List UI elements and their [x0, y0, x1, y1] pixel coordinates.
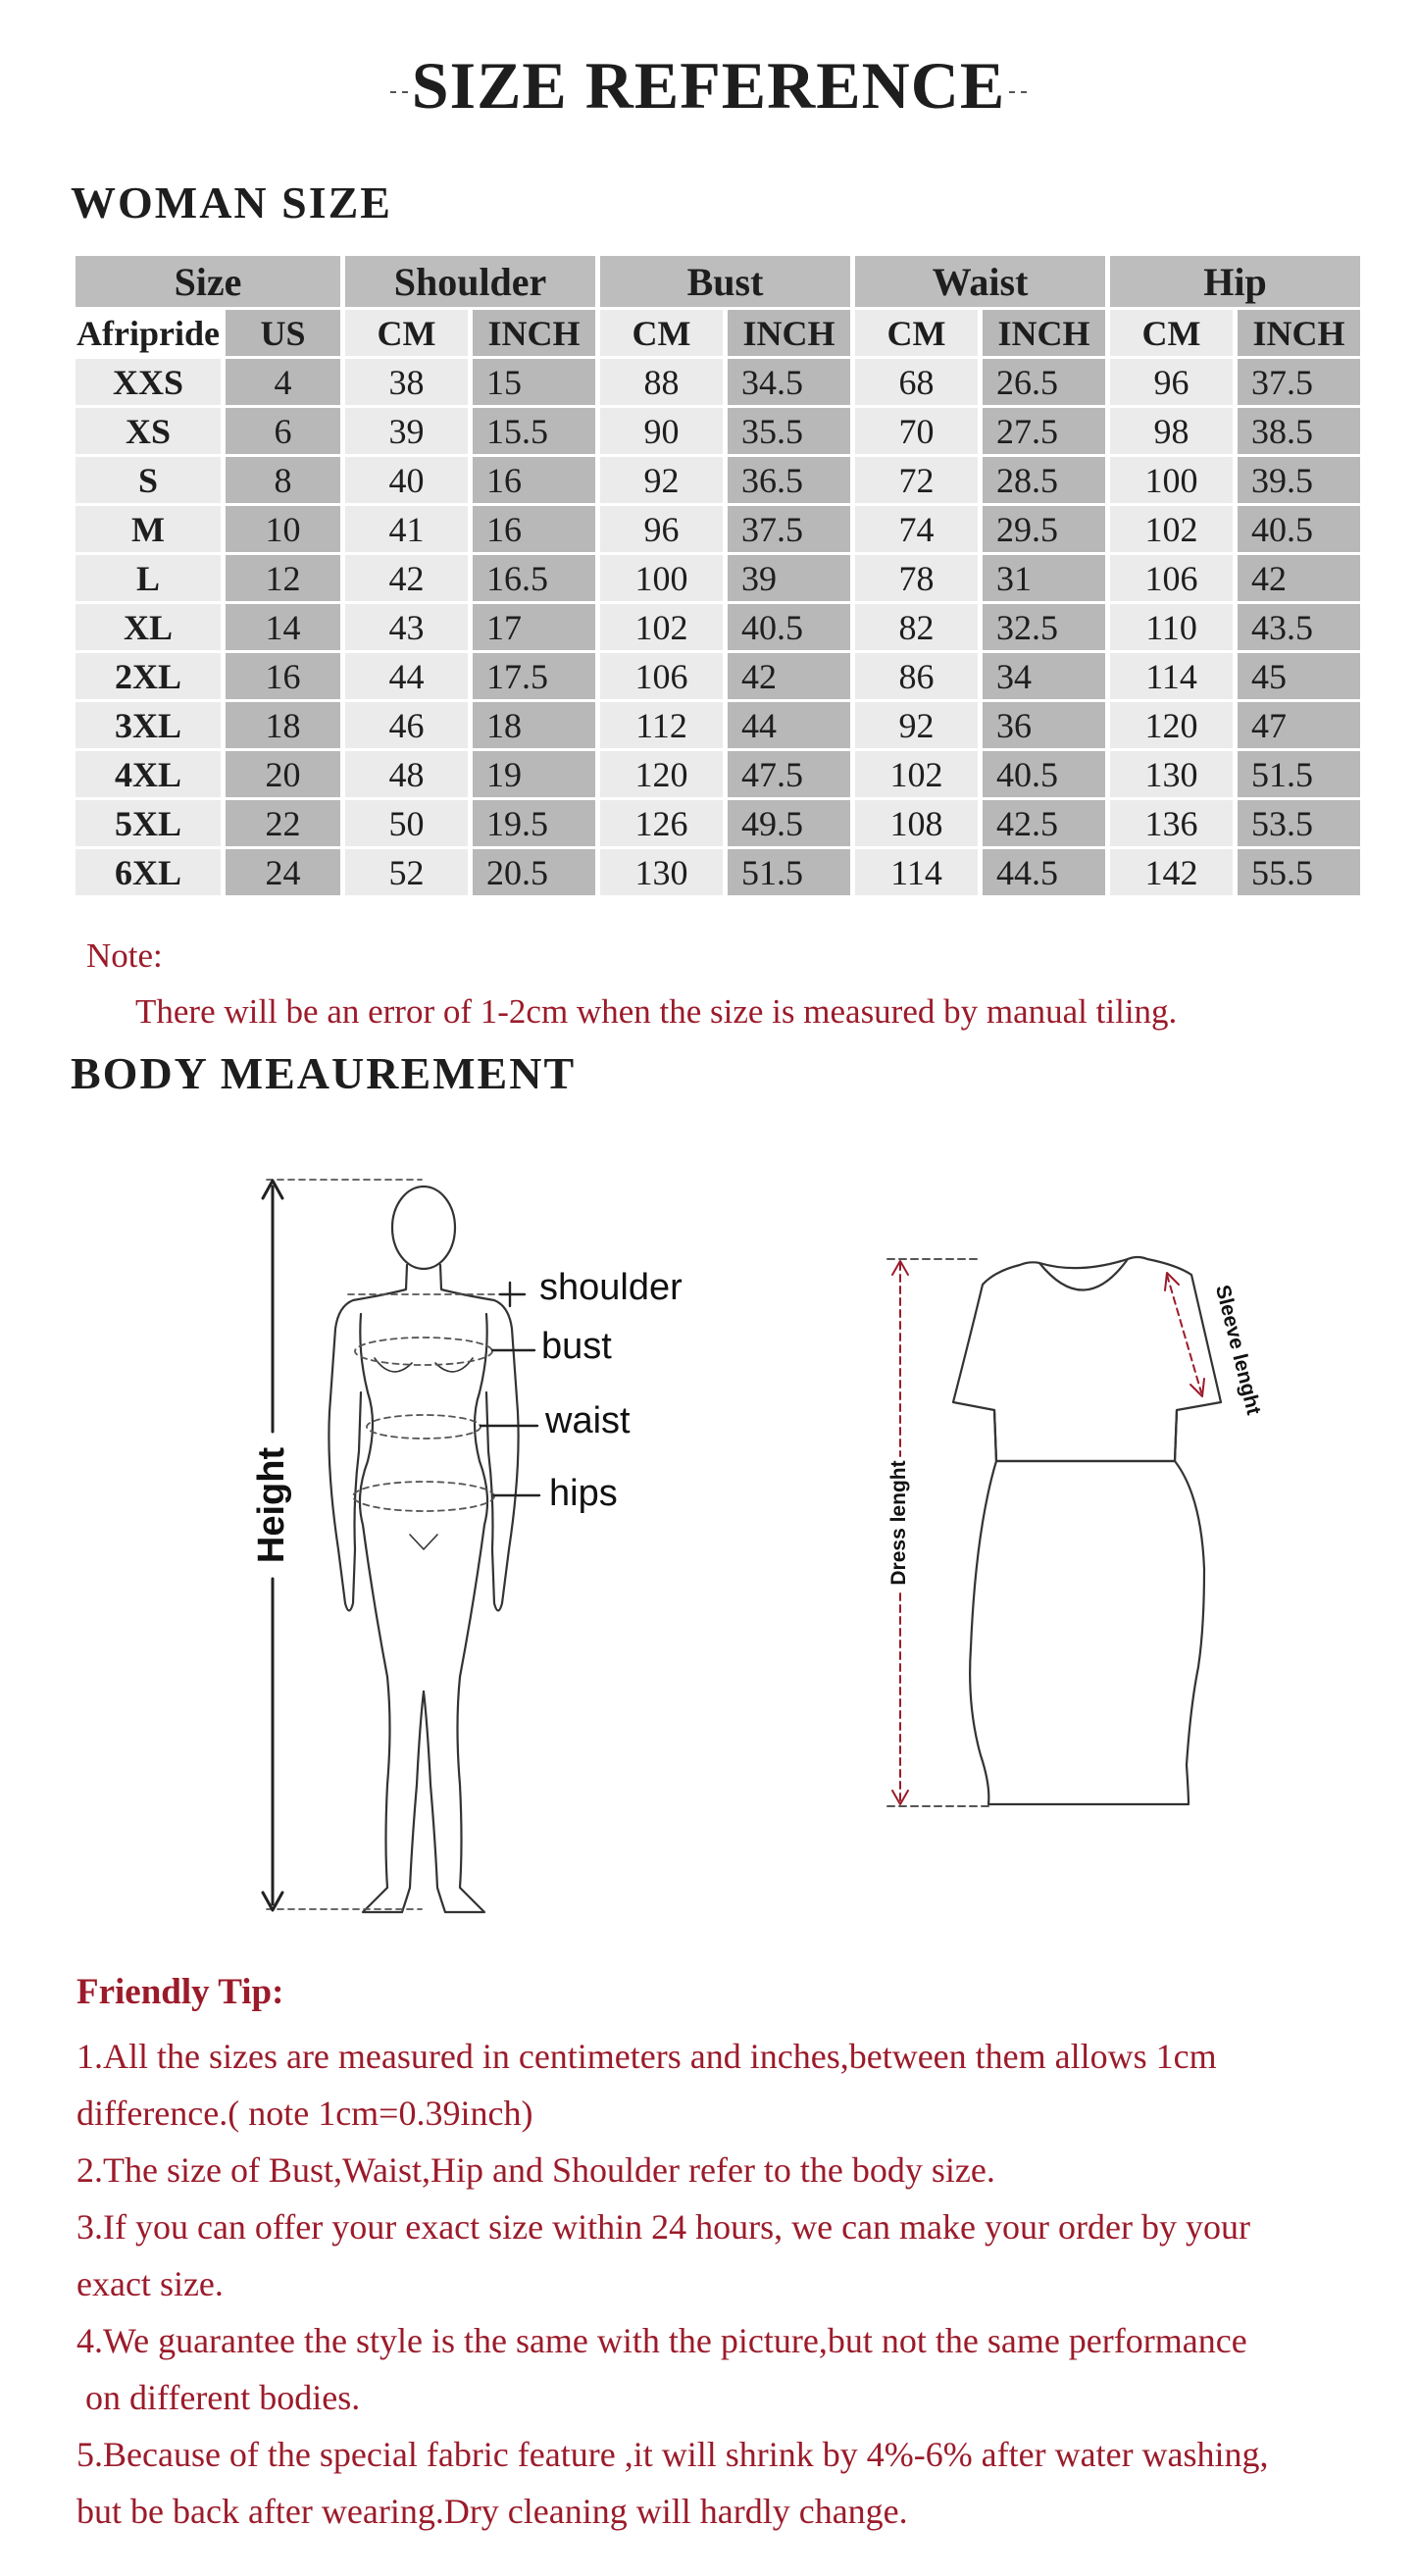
- cell-hip-cm: 130: [1110, 751, 1233, 797]
- size-table: [71, 253, 1365, 898]
- cell-bust-cm: 90: [600, 408, 723, 454]
- cell-hip-inch: 40.5: [1238, 506, 1360, 552]
- cell-hip-inch: 39.5: [1238, 457, 1360, 503]
- cell-shoulder-inch: 16: [473, 457, 595, 503]
- cell-size: 2XL: [76, 653, 221, 699]
- page-title: [0, 47, 1417, 125]
- cell-shoulder-cm: 44: [345, 653, 468, 699]
- table-row: [76, 702, 1360, 748]
- cell-us: 22: [226, 800, 340, 846]
- cell-us: 14: [226, 604, 340, 650]
- cell-waist-cm: 82: [855, 604, 978, 650]
- body-figure: [329, 1187, 518, 1912]
- cell-waist-cm: 72: [855, 457, 978, 503]
- tip-line: 1.All the sizes are measured in centimeters and inches,between them allows 1cm: [76, 2037, 1217, 2076]
- subheader-bust-cm: CM: [600, 310, 723, 356]
- cell-us: 12: [226, 555, 340, 601]
- tip-line: but be back after wearing.Dry cleaning will hardly change.: [76, 2492, 908, 2531]
- cell-bust-inch: 42: [728, 653, 850, 699]
- cell-bust-cm: 120: [600, 751, 723, 797]
- cell-hip-cm: 136: [1110, 800, 1233, 846]
- cell-shoulder-cm: 43: [345, 604, 468, 650]
- cell-bust-cm: 96: [600, 506, 723, 552]
- cell-hip-cm: 114: [1110, 653, 1233, 699]
- cell-hip-cm: 100: [1110, 457, 1233, 503]
- cell-waist-inch: 40.5: [983, 751, 1105, 797]
- body-measurement-figure: [0, 1157, 1417, 1942]
- cell-waist-inch: 34: [983, 653, 1105, 699]
- header-shoulder: Shoulder: [345, 256, 595, 307]
- cell-hip-cm: 110: [1110, 604, 1233, 650]
- cell-shoulder-cm: 42: [345, 555, 468, 601]
- dress-figure: [953, 1257, 1221, 1804]
- label-waist: waist: [545, 1400, 631, 1441]
- cell-waist-cm: 102: [855, 751, 978, 797]
- cell-us: 8: [226, 457, 340, 503]
- cell-shoulder-cm: 46: [345, 702, 468, 748]
- cell-us: 10: [226, 506, 340, 552]
- cell-bust-inch: 34.5: [728, 359, 850, 405]
- cell-size: 3XL: [76, 702, 221, 748]
- cell-shoulder-inch: 17: [473, 604, 595, 650]
- cell-shoulder-cm: 48: [345, 751, 468, 797]
- woman-size-heading: WOMAN SIZE: [71, 177, 392, 227]
- label-sleeve-length: Sleeve lenght: [1210, 1283, 1265, 1418]
- cell-waist-cm: 86: [855, 653, 978, 699]
- table-row: [76, 408, 1360, 454]
- tip-line: 5.Because of the special fabric feature ,it will shrink by 4%-6% after water washing,: [76, 2435, 1269, 2474]
- tip-line: on different bodies.: [76, 2378, 361, 2417]
- cell-waist-cm: 70: [855, 408, 978, 454]
- cell-bust-inch: 40.5: [728, 604, 850, 650]
- cell-bust-cm: 100: [600, 555, 723, 601]
- cell-hip-cm: 102: [1110, 506, 1233, 552]
- subheader-shoulder-cm: CM: [345, 310, 468, 356]
- table-row: [76, 751, 1360, 797]
- subheader-waist-inch: INCH: [983, 310, 1105, 356]
- cell-us: 16: [226, 653, 340, 699]
- cell-hip-inch: 51.5: [1238, 751, 1360, 797]
- cell-bust-cm: 92: [600, 457, 723, 503]
- table-header-row: [76, 256, 1360, 307]
- cell-waist-cm: 68: [855, 359, 978, 405]
- cell-us: 4: [226, 359, 340, 405]
- cell-shoulder-inch: 19: [473, 751, 595, 797]
- table-row: [76, 653, 1360, 699]
- subheader-bust-inch: INCH: [728, 310, 850, 356]
- cell-bust-inch: 36.5: [728, 457, 850, 503]
- cell-bust-inch: 51.5: [728, 849, 850, 895]
- cell-size: S: [76, 457, 221, 503]
- note-label: Note:: [86, 936, 163, 975]
- friendly-tip-list: [76, 2028, 1381, 2540]
- table-row: [76, 849, 1360, 895]
- table-row: [76, 604, 1360, 650]
- cell-hip-inch: 47: [1238, 702, 1360, 748]
- header-size: Size: [76, 256, 340, 307]
- header-hip: Hip: [1110, 256, 1360, 307]
- cell-size: L: [76, 555, 221, 601]
- tip-line: difference.( note 1cm=0.39inch): [76, 2094, 533, 2133]
- cell-hip-inch: 45: [1238, 653, 1360, 699]
- cell-us: 24: [226, 849, 340, 895]
- label-shoulder: shoulder: [539, 1267, 683, 1308]
- cell-us: 18: [226, 702, 340, 748]
- table-row: [76, 457, 1360, 503]
- cell-hip-cm: 98: [1110, 408, 1233, 454]
- friendly-tip-title: Friendly Tip:: [76, 1972, 284, 2012]
- note-text: There will be an error of 1-2cm when the size is measured by manual tiling.: [135, 992, 1178, 1031]
- subheader-us: US: [226, 310, 340, 356]
- cell-waist-cm: 114: [855, 849, 978, 895]
- table-row: [76, 359, 1360, 405]
- table-row: [76, 506, 1360, 552]
- subheader-waist-cm: CM: [855, 310, 978, 356]
- cell-shoulder-inch: 20.5: [473, 849, 595, 895]
- cell-waist-cm: 92: [855, 702, 978, 748]
- subheader-brand: Afripride: [76, 310, 221, 356]
- cell-shoulder-cm: 38: [345, 359, 468, 405]
- cell-shoulder-cm: 39: [345, 408, 468, 454]
- subheader-hip-inch: INCH: [1238, 310, 1360, 356]
- title-text: SIZE REFERENCE: [411, 48, 1006, 123]
- label-bust: bust: [541, 1326, 612, 1367]
- cell-shoulder-inch: 15.5: [473, 408, 595, 454]
- cell-hip-cm: 142: [1110, 849, 1233, 895]
- table-row: [76, 800, 1360, 846]
- cell-bust-cm: 112: [600, 702, 723, 748]
- cell-waist-inch: 28.5: [983, 457, 1105, 503]
- cell-hip-inch: 43.5: [1238, 604, 1360, 650]
- cell-size: XS: [76, 408, 221, 454]
- cell-waist-inch: 36: [983, 702, 1105, 748]
- cell-shoulder-inch: 16.5: [473, 555, 595, 601]
- cell-size: XL: [76, 604, 221, 650]
- cell-waist-inch: 44.5: [983, 849, 1105, 895]
- cell-shoulder-inch: 17.5: [473, 653, 595, 699]
- subheader-shoulder-inch: INCH: [473, 310, 595, 356]
- cell-size: 5XL: [76, 800, 221, 846]
- cell-waist-inch: 29.5: [983, 506, 1105, 552]
- tip-line: 2.The size of Bust,Waist,Hip and Shoulder refer to the body size.: [76, 2150, 995, 2190]
- cell-waist-inch: 32.5: [983, 604, 1105, 650]
- cell-shoulder-cm: 50: [345, 800, 468, 846]
- cell-size: M: [76, 506, 221, 552]
- cell-bust-inch: 47.5: [728, 751, 850, 797]
- measurement-illustration: [0, 1157, 1417, 1942]
- cell-bust-inch: 35.5: [728, 408, 850, 454]
- cell-size: XXS: [76, 359, 221, 405]
- title-dash-left: [390, 91, 408, 93]
- cell-size: 6XL: [76, 849, 221, 895]
- tip-line: exact size.: [76, 2264, 224, 2303]
- header-waist: Waist: [855, 256, 1105, 307]
- cell-waist-inch: 31: [983, 555, 1105, 601]
- cell-hip-cm: 106: [1110, 555, 1233, 601]
- cell-waist-cm: 74: [855, 506, 978, 552]
- cell-size: 4XL: [76, 751, 221, 797]
- cell-waist-inch: 26.5: [983, 359, 1105, 405]
- label-height: Height: [251, 1446, 292, 1564]
- cell-bust-cm: 106: [600, 653, 723, 699]
- tip-line: 3.If you can offer your exact size within 24 hours, we can make your order by your: [76, 2207, 1250, 2247]
- cell-bust-inch: 39: [728, 555, 850, 601]
- cell-hip-cm: 120: [1110, 702, 1233, 748]
- cell-shoulder-cm: 41: [345, 506, 468, 552]
- table-row: [76, 555, 1360, 601]
- cell-waist-inch: 42.5: [983, 800, 1105, 846]
- cell-hip-cm: 96: [1110, 359, 1233, 405]
- cell-shoulder-inch: 16: [473, 506, 595, 552]
- cell-hip-inch: 53.5: [1238, 800, 1360, 846]
- cell-shoulder-cm: 52: [345, 849, 468, 895]
- table-subheader-row: [76, 310, 1360, 356]
- cell-bust-inch: 37.5: [728, 506, 850, 552]
- cell-waist-inch: 27.5: [983, 408, 1105, 454]
- cell-shoulder-inch: 19.5: [473, 800, 595, 846]
- cell-hip-inch: 42: [1238, 555, 1360, 601]
- cell-bust-cm: 126: [600, 800, 723, 846]
- cell-shoulder-inch: 15: [473, 359, 595, 405]
- cell-hip-inch: 55.5: [1238, 849, 1360, 895]
- cell-bust-cm: 88: [600, 359, 723, 405]
- cell-shoulder-cm: 40: [345, 457, 468, 503]
- cell-shoulder-inch: 18: [473, 702, 595, 748]
- subheader-hip-cm: CM: [1110, 310, 1233, 356]
- body-measurement-heading: BODY MEAUREMENT: [71, 1048, 577, 1098]
- cell-waist-cm: 108: [855, 800, 978, 846]
- cell-bust-inch: 49.5: [728, 800, 850, 846]
- cell-hip-inch: 37.5: [1238, 359, 1360, 405]
- cell-waist-cm: 78: [855, 555, 978, 601]
- cell-bust-cm: 102: [600, 604, 723, 650]
- cell-bust-inch: 44: [728, 702, 850, 748]
- title-dash-right: [1009, 91, 1027, 93]
- label-hips: hips: [549, 1473, 618, 1514]
- header-bust: Bust: [600, 256, 850, 307]
- tip-line: 4.We guarantee the style is the same with the picture,but not the same performance: [76, 2321, 1247, 2360]
- cell-bust-cm: 130: [600, 849, 723, 895]
- cell-hip-inch: 38.5: [1238, 408, 1360, 454]
- label-dress-length: Dress lenght: [887, 1460, 910, 1586]
- cell-us: 6: [226, 408, 340, 454]
- cell-us: 20: [226, 751, 340, 797]
